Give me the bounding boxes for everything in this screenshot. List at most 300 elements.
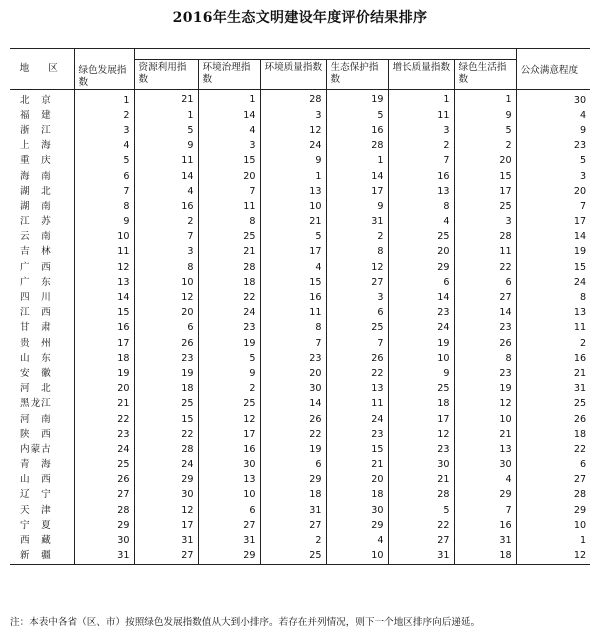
cell-growth-quality: 24 — [388, 321, 454, 336]
cell-ecology: 2 — [326, 230, 388, 245]
cell-ecology: 26 — [326, 351, 388, 366]
cell-growth-quality: 9 — [388, 366, 454, 381]
cell-environment-quality: 5 — [260, 230, 326, 245]
table-row — [10, 199, 590, 214]
table-row — [10, 215, 590, 230]
cell-overall: 6 — [74, 169, 134, 184]
cell-green-living: 7 — [505, 504, 512, 516]
cell-region: 安 徽 — [10, 366, 74, 381]
table-row — [10, 397, 590, 412]
cell-growth-quality: 29 — [388, 260, 454, 275]
cell-region: 甘 肃 — [10, 321, 74, 336]
cell-overall: 13 — [74, 275, 134, 290]
cell-overall: 12 — [74, 260, 134, 275]
cell-growth-quality: 16 — [388, 169, 454, 184]
cell-satisfaction: 6 — [516, 458, 590, 473]
table-row — [10, 245, 590, 260]
cell-green-living: 22 — [499, 261, 512, 273]
cell-environment-quality: 20 — [260, 366, 326, 381]
table-row — [10, 90, 590, 109]
cell-environment-quality: 2 — [260, 533, 326, 548]
cell-environment-quality: 28 — [260, 90, 326, 109]
cell-environment-quality: 4 — [260, 260, 326, 275]
cell-environment-quality: 10 — [260, 199, 326, 214]
cell-overall: 29 — [74, 518, 134, 533]
cell-ecology: 1 — [326, 154, 388, 169]
cell-overall: 14 — [74, 290, 134, 305]
cell-green-living: 26 — [499, 337, 512, 349]
cell-environment-governance: 19 — [198, 336, 260, 351]
cell-environment-governance: 7 — [198, 184, 260, 199]
cell-region: 北 京 — [10, 90, 74, 109]
cell-region: 黑龙江 — [10, 397, 74, 412]
table-row — [10, 123, 590, 138]
cell-environment-governance: 29 — [198, 549, 260, 565]
cell-environment-quality: 24 — [260, 139, 326, 154]
cell-resource: 21 — [134, 90, 198, 109]
cell-region: 江 西 — [10, 306, 74, 321]
cell-growth-quality: 27 — [388, 533, 454, 548]
cell-ecology: 11 — [326, 397, 388, 412]
cell-environment-governance: 9 — [198, 366, 260, 381]
cell-green-living: 8 — [505, 352, 512, 364]
table-row — [10, 366, 590, 381]
cell-green-living: 1 — [505, 94, 512, 106]
table-row — [10, 275, 590, 290]
cell-environment-governance: 15 — [198, 154, 260, 169]
cell-satisfaction: 15 — [516, 260, 590, 275]
cell-environment-governance: 10 — [198, 488, 260, 503]
cell-growth-quality: 8 — [388, 199, 454, 214]
cell-region: 湖 南 — [10, 199, 74, 214]
cell-resource: 3 — [134, 245, 198, 260]
table-row — [10, 488, 590, 503]
header-environment-governance-index: 环境治理指数 — [198, 60, 260, 90]
table-row — [10, 230, 590, 245]
cell-resource: 17 — [134, 518, 198, 533]
cell-overall: 19 — [74, 366, 134, 381]
cell-overall: 20 — [74, 382, 134, 397]
cell-resource: 31 — [134, 533, 198, 548]
cell-satisfaction: 1 — [516, 533, 590, 548]
header-green-development-index: 绿色发展指数 — [74, 49, 134, 90]
cell-satisfaction: 30 — [516, 90, 590, 109]
cell-growth-quality: 30 — [388, 458, 454, 473]
cell-region: 重 庆 — [10, 154, 74, 169]
header-ecology-protection-index: 生态保护指数 — [326, 60, 388, 90]
table-row — [10, 184, 590, 199]
cell-environment-governance: 4 — [198, 123, 260, 138]
footnote: 注：本表中各省（区、市）按照绿色发展指数值从大到小排序。若存在并列情况，则下一个地区排序向后递延。 — [10, 617, 481, 628]
cell-green-living: 15 — [499, 170, 512, 182]
cell-green-living: 12 — [499, 398, 512, 410]
cell-ecology: 13 — [326, 382, 388, 397]
cell-green-living: 2 — [505, 140, 512, 152]
table-row — [10, 336, 590, 351]
cell-satisfaction: 12 — [516, 549, 590, 565]
cell-growth-quality: 3 — [388, 123, 454, 138]
cell-resource: 23 — [134, 351, 198, 366]
cell-environment-governance: 28 — [198, 260, 260, 275]
cell-environment-quality: 22 — [260, 427, 326, 442]
cell-overall: 25 — [74, 458, 134, 473]
cell-overall: 7 — [74, 184, 134, 199]
cell-overall: 26 — [74, 473, 134, 488]
cell-satisfaction: 20 — [516, 184, 590, 199]
cell-overall: 24 — [74, 442, 134, 457]
table-row — [10, 154, 590, 169]
cell-environment-quality: 23 — [260, 351, 326, 366]
table-row — [10, 290, 590, 305]
cell-region: 云 南 — [10, 230, 74, 245]
cell-green-living: 20 — [499, 155, 512, 167]
cell-region: 天 津 — [10, 503, 74, 518]
cell-environment-quality: 16 — [260, 290, 326, 305]
cell-satisfaction: 11 — [516, 321, 590, 336]
cell-resource: 27 — [134, 549, 198, 565]
cell-resource: 24 — [134, 458, 198, 473]
cell-overall: 31 — [74, 549, 134, 565]
table-row — [10, 518, 590, 533]
cell-green-living: 21 — [499, 428, 512, 440]
cell-resource: 5 — [134, 123, 198, 138]
cell-region: 西 藏 — [10, 533, 74, 548]
cell-overall: 18 — [74, 351, 134, 366]
cell-ecology: 25 — [326, 321, 388, 336]
cell-environment-governance: 3 — [198, 139, 260, 154]
cell-growth-quality: 2 — [388, 139, 454, 154]
cell-satisfaction: 5 — [516, 154, 590, 169]
header-region: 地 区 — [10, 49, 74, 90]
cell-satisfaction: 4 — [516, 108, 590, 123]
table-row — [10, 260, 590, 275]
cell-region: 山 西 — [10, 473, 74, 488]
cell-resource: 19 — [134, 366, 198, 381]
cell-satisfaction: 23 — [516, 139, 590, 154]
cell-environment-quality: 6 — [260, 458, 326, 473]
cell-green-living: 19 — [499, 383, 512, 395]
cell-overall: 27 — [74, 488, 134, 503]
table-row — [10, 321, 590, 336]
cell-satisfaction: 28 — [516, 488, 590, 503]
cell-resource: 11 — [134, 154, 198, 169]
cell-growth-quality: 28 — [388, 488, 454, 503]
cell-growth-quality: 20 — [388, 245, 454, 260]
cell-ecology: 4 — [326, 533, 388, 548]
cell-satisfaction: 21 — [516, 366, 590, 381]
cell-ecology: 27 — [326, 275, 388, 290]
cell-environment-governance: 16 — [198, 442, 260, 457]
cell-green-living: 6 — [505, 276, 512, 288]
cell-green-living: 9 — [505, 109, 512, 121]
cell-ecology: 10 — [326, 549, 388, 565]
cell-resource: 22 — [134, 427, 198, 442]
cell-region: 青 海 — [10, 458, 74, 473]
cell-region: 河 南 — [10, 412, 74, 427]
cell-overall: 2 — [74, 108, 134, 123]
cell-region: 贵 州 — [10, 336, 74, 351]
table-row — [10, 549, 590, 565]
cell-growth-quality: 10 — [388, 351, 454, 366]
cell-environment-governance: 18 — [198, 275, 260, 290]
table-row — [10, 412, 590, 427]
table-row — [10, 442, 590, 457]
cell-overall: 8 — [74, 199, 134, 214]
cell-satisfaction: 14 — [516, 230, 590, 245]
cell-growth-quality: 21 — [388, 473, 454, 488]
cell-environment-governance: 25 — [198, 397, 260, 412]
cell-environment-governance: 6 — [198, 503, 260, 518]
cell-ecology: 31 — [326, 215, 388, 230]
header-environment-quality-index: 环境质量指数 — [260, 60, 326, 90]
cell-growth-quality: 25 — [388, 230, 454, 245]
cell-overall: 11 — [74, 245, 134, 260]
cell-region: 上 海 — [10, 139, 74, 154]
cell-environment-quality: 30 — [260, 382, 326, 397]
cell-resource: 25 — [134, 397, 198, 412]
cell-growth-quality: 12 — [388, 427, 454, 442]
header-resource-index: 资源利用指数 — [134, 60, 198, 90]
table-body — [10, 90, 590, 565]
table-row — [10, 139, 590, 154]
cell-growth-quality: 11 — [388, 108, 454, 123]
cell-overall: 1 — [74, 90, 134, 109]
cell-environment-quality: 17 — [260, 245, 326, 260]
cell-ecology: 28 — [326, 139, 388, 154]
table-row — [10, 306, 590, 321]
table-row — [10, 503, 590, 518]
table-row — [10, 382, 590, 397]
cell-resource: 15 — [134, 412, 198, 427]
cell-environment-governance: 24 — [198, 306, 260, 321]
cell-ecology: 18 — [326, 488, 388, 503]
cell-ecology: 5 — [326, 108, 388, 123]
cell-environment-governance: 20 — [198, 169, 260, 184]
cell-region: 湖 北 — [10, 184, 74, 199]
cell-environment-governance: 2 — [198, 382, 260, 397]
cell-growth-quality: 22 — [388, 518, 454, 533]
table-row — [10, 351, 590, 366]
cell-overall: 22 — [74, 412, 134, 427]
cell-overall: 30 — [74, 533, 134, 548]
cell-ecology: 16 — [326, 123, 388, 138]
cell-resource: 26 — [134, 336, 198, 351]
cell-satisfaction: 31 — [516, 382, 590, 397]
cell-satisfaction: 2 — [516, 336, 590, 351]
cell-ecology: 12 — [326, 260, 388, 275]
cell-satisfaction: 16 — [516, 351, 590, 366]
cell-green-living: 28 — [499, 231, 512, 243]
ranking-table — [10, 48, 590, 565]
cell-ecology: 7 — [326, 336, 388, 351]
cell-environment-governance: 13 — [198, 473, 260, 488]
cell-growth-quality: 19 — [388, 336, 454, 351]
cell-ecology: 24 — [326, 412, 388, 427]
header-growth-quality-index: 增长质量指数 — [388, 60, 454, 90]
cell-overall: 21 — [74, 397, 134, 412]
cell-green-living: 10 — [499, 413, 512, 425]
cell-growth-quality: 7 — [388, 154, 454, 169]
cell-green-living: 11 — [499, 246, 512, 258]
cell-environment-quality: 12 — [260, 123, 326, 138]
cell-ecology: 17 — [326, 184, 388, 199]
cell-environment-quality: 19 — [260, 442, 326, 457]
cell-satisfaction: 26 — [516, 412, 590, 427]
cell-environment-governance: 23 — [198, 321, 260, 336]
cell-region: 广 东 — [10, 275, 74, 290]
cell-satisfaction: 8 — [516, 290, 590, 305]
cell-satisfaction: 24 — [516, 275, 590, 290]
cell-environment-quality: 14 — [260, 397, 326, 412]
cell-environment-governance: 12 — [198, 412, 260, 427]
cell-green-living: 23 — [499, 322, 512, 334]
cell-growth-quality: 13 — [388, 184, 454, 199]
cell-ecology: 19 — [326, 90, 388, 109]
cell-environment-quality: 15 — [260, 275, 326, 290]
cell-growth-quality: 25 — [388, 382, 454, 397]
cell-region: 广 西 — [10, 260, 74, 275]
cell-overall: 5 — [74, 154, 134, 169]
cell-green-living: 25 — [499, 200, 512, 212]
cell-environment-governance: 8 — [198, 215, 260, 230]
cell-region: 新 疆 — [10, 549, 74, 565]
cell-environment-quality: 9 — [260, 154, 326, 169]
cell-overall: 16 — [74, 321, 134, 336]
cell-green-living: 31 — [499, 535, 512, 547]
cell-green-living: 29 — [499, 489, 512, 501]
cell-region: 河 北 — [10, 382, 74, 397]
cell-environment-governance: 21 — [198, 245, 260, 260]
cell-environment-quality: 7 — [260, 336, 326, 351]
cell-ecology: 20 — [326, 473, 388, 488]
cell-growth-quality: 1 — [388, 90, 454, 109]
cell-environment-quality: 29 — [260, 473, 326, 488]
cell-satisfaction: 19 — [516, 245, 590, 260]
cell-overall: 3 — [74, 123, 134, 138]
cell-environment-governance: 30 — [198, 458, 260, 473]
cell-environment-governance: 11 — [198, 199, 260, 214]
cell-region: 江 苏 — [10, 215, 74, 230]
cell-growth-quality: 23 — [388, 306, 454, 321]
header-public-satisfaction: 公众满意程度 — [516, 49, 590, 90]
cell-satisfaction: 29 — [516, 503, 590, 518]
cell-resource: 30 — [134, 488, 198, 503]
cell-green-living: 27 — [499, 292, 512, 304]
cell-region: 辽 宁 — [10, 488, 74, 503]
cell-satisfaction: 22 — [516, 442, 590, 457]
cell-growth-quality: 23 — [388, 442, 454, 457]
cell-environment-governance: 25 — [198, 230, 260, 245]
cell-environment-governance: 5 — [198, 351, 260, 366]
cell-environment-governance: 17 — [198, 427, 260, 442]
cell-ecology: 6 — [326, 306, 388, 321]
cell-satisfaction: 10 — [516, 518, 590, 533]
table-row — [10, 473, 590, 488]
cell-resource: 18 — [134, 382, 198, 397]
cell-green-living: 23 — [499, 367, 512, 379]
cell-green-living: 16 — [499, 519, 512, 531]
cell-overall: 15 — [74, 306, 134, 321]
cell-environment-quality: 13 — [260, 184, 326, 199]
cell-environment-quality: 21 — [260, 215, 326, 230]
cell-overall: 17 — [74, 336, 134, 351]
cell-environment-quality: 8 — [260, 321, 326, 336]
cell-resource: 28 — [134, 442, 198, 457]
cell-growth-quality: 18 — [388, 397, 454, 412]
cell-environment-quality: 18 — [260, 488, 326, 503]
cell-resource: 4 — [134, 184, 198, 199]
cell-green-living: 13 — [499, 443, 512, 455]
cell-environment-governance: 27 — [198, 518, 260, 533]
cell-resource: 20 — [134, 306, 198, 321]
cell-environment-quality: 1 — [260, 169, 326, 184]
cell-resource: 14 — [134, 169, 198, 184]
cell-resource: 9 — [134, 139, 198, 154]
cell-region: 山 东 — [10, 351, 74, 366]
cell-green-living: 4 — [505, 474, 512, 486]
cell-ecology: 22 — [326, 366, 388, 381]
cell-resource: 7 — [134, 230, 198, 245]
header-spacer — [134, 49, 516, 60]
cell-resource: 1 — [134, 108, 198, 123]
cell-satisfaction: 17 — [516, 215, 590, 230]
cell-region: 陕 西 — [10, 427, 74, 442]
cell-resource: 16 — [134, 199, 198, 214]
cell-overall: 4 — [74, 139, 134, 154]
table-row — [10, 169, 590, 184]
cell-environment-governance: 31 — [198, 533, 260, 548]
cell-growth-quality: 31 — [388, 549, 454, 565]
cell-region: 吉 林 — [10, 245, 74, 260]
cell-satisfaction: 25 — [516, 397, 590, 412]
cell-environment-governance: 1 — [198, 90, 260, 109]
table-row — [10, 108, 590, 123]
cell-environment-quality: 11 — [260, 306, 326, 321]
cell-green-living: 17 — [499, 185, 512, 197]
cell-green-living: 14 — [499, 307, 512, 319]
cell-region: 内蒙古 — [10, 442, 74, 457]
cell-green-living: 30 — [499, 459, 512, 471]
cell-growth-quality: 5 — [388, 503, 454, 518]
cell-green-living: 3 — [505, 216, 512, 228]
cell-growth-quality: 17 — [388, 412, 454, 427]
cell-environment-quality: 3 — [260, 108, 326, 123]
cell-overall: 9 — [74, 215, 134, 230]
cell-resource: 6 — [134, 321, 198, 336]
cell-region: 宁 夏 — [10, 518, 74, 533]
cell-green-living: 5 — [505, 124, 512, 136]
table-row — [10, 427, 590, 442]
cell-environment-quality: 27 — [260, 518, 326, 533]
cell-satisfaction: 3 — [516, 169, 590, 184]
cell-ecology: 14 — [326, 169, 388, 184]
table-row — [10, 458, 590, 473]
cell-overall: 10 — [74, 230, 134, 245]
cell-environment-governance: 14 — [198, 108, 260, 123]
cell-region: 海 南 — [10, 169, 74, 184]
cell-ecology: 9 — [326, 199, 388, 214]
page-title: 2016年生态文明建设年度评价结果排序 — [172, 10, 428, 26]
cell-satisfaction: 13 — [516, 306, 590, 321]
cell-ecology: 21 — [326, 458, 388, 473]
cell-satisfaction: 9 — [516, 123, 590, 138]
cell-ecology: 29 — [326, 518, 388, 533]
cell-region: 福 建 — [10, 108, 74, 123]
cell-overall: 23 — [74, 427, 134, 442]
cell-satisfaction: 18 — [516, 427, 590, 442]
cell-satisfaction: 7 — [516, 199, 590, 214]
cell-ecology: 3 — [326, 290, 388, 305]
